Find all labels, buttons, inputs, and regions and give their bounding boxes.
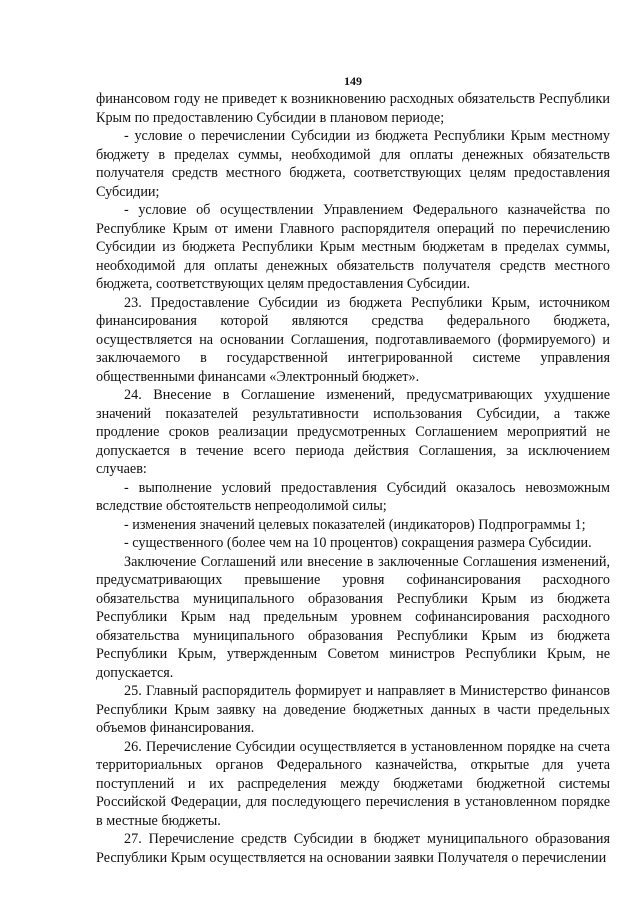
paragraph-27: 27. Перечисление средств Субсидии в бюджет муниципального образования Республики Крым осуществляется на основании заявки Получателя о перечислении	[96, 831, 610, 866]
document-page	[96, 74, 610, 867]
paragraph-exception-indicators: - изменения значений целевых показателей (индикаторов) Подпрограммы 1;	[124, 516, 586, 533]
paragraph-26: 26. Перечисление Субсидии осуществляется в установленном порядке на счета территориальных органов Федерального казначейства, открытые для учета поступлений и их распределения между бюджетами бюджетной системы Российской Федерации, для последующего перечисления в установленном порядке в местные бюджеты.	[96, 738, 610, 829]
paragraph-condition-transfer: - условие о перечислении Субсидии из бюджета Республики Крым местному бюджету в пределах суммы, необходимой для оплаты денежных обязательств получателя средств местного бюджета, соответствующих целям предоставления Субсидии;	[96, 128, 610, 200]
paragraph-exception-reduction: - существенного (более чем на 10 процентов) сокращения размера Субсидии.	[124, 535, 592, 551]
paragraph-exception-force-majeure: - выполнение условий предоставления Субсидий оказалось невозможным вследствие обстоятельств непреодолимой силы;	[96, 479, 610, 514]
paragraph-continuation: финансовом году не приведет к возникновению расходных обязательств Республики Крым по предоставлению Субсидии в плановом периоде;	[96, 91, 610, 126]
page-number: 149	[344, 74, 362, 88]
paragraph-cofinancing: Заключение Соглашений или внесение в заключенные Соглашения изменений, предусматривающих превышение уровня софинансирования расходного обязательства муниципального образования Республики Крым из бюджета Республики Крым над предельным уровнем софинансирования расходного обязательства муниципального образования Республики Крым из бюджета Республики Крым, утвержденным Советом министров Республики Крым, не допускается.	[96, 553, 610, 681]
paragraph-25: 25. Главный распорядитель формирует и направляет в Министерство финансов Республики Крым заявку на доведение бюджетных данных в части предельных объемов финансирования.	[96, 683, 610, 736]
paragraph-23: 23. Предоставление Субсидии из бюджета Республики Крым, источником финансирования которой являются средства федерального бюджета, осуществляется на основании Соглашения, подготавливаемого (формируемого) и заключаемого в государственной интегрированной системе управления общественными финансами «Электронный бюджет».	[96, 294, 610, 385]
paragraph-24: 24. Внесение в Соглашение изменений, предусматривающих ухудшение значений показателей результативности использования Субсидии, а также продление сроков реализации предусмотренных Соглашением мероприятий не допускается в течение всего периода действия Соглашения, за исключением случаев:	[96, 387, 610, 477]
paragraph-condition-treasury: - условие об осуществлении Управлением Федерального казначейства по Республике Крым от имени Главного распорядителя операций по перечислению Субсидии из бюджета Республики Крым местным бюджетам в пределах суммы, необходимой для оплаты денежных обязательств получателя средств местного бюджета, соответствующих целям предоставления Субсидии.	[96, 202, 610, 292]
